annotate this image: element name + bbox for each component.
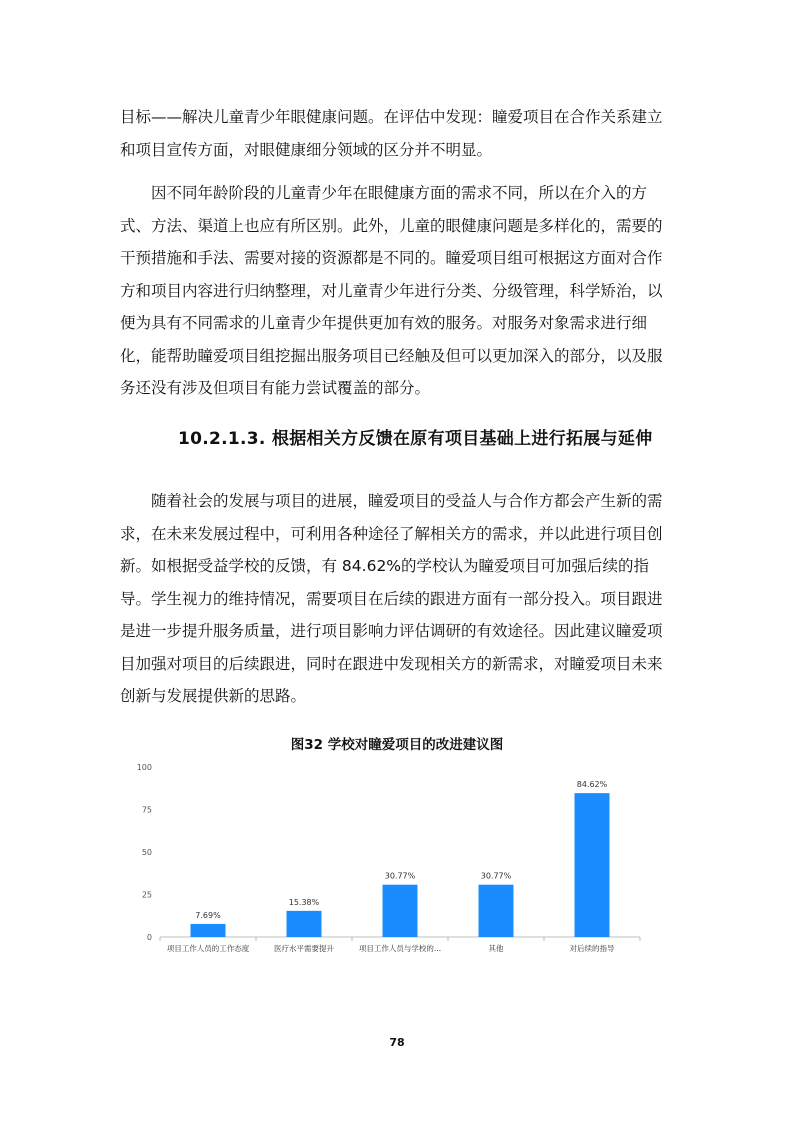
paragraph-1: 目标——解决儿童青少年眼健康问题。在评估中发现：瞳爱项目在合作关系建立和项目宣传方面，对眼健康细分领域的区分并不明显。 [120, 108, 663, 159]
data-label: 30.77% [384, 871, 416, 881]
category-label: 医疗水平需要提升 [274, 944, 334, 953]
bar [479, 885, 514, 937]
section-heading: 10.2.1.3. 根据相关方反馈在原有项目基础上进行拓展与延伸 [178, 429, 653, 449]
y-tick-label: 50 [141, 848, 152, 857]
category-label: 项目工作人员与学校的... [358, 944, 442, 953]
y-tick-label: 75 [141, 805, 152, 815]
category-label: 其他 [488, 944, 504, 953]
category-label: 对后续的指导 [569, 944, 615, 953]
figure-title: 图32 学校对瞳爱项目的改进建议图 [290, 737, 504, 753]
y-tick-label: 100 [136, 763, 152, 772]
paragraph-2: 因不同年龄阶段的儿童青少年在眼健康方面的需求不同，所以在介入的方式、方法、渠道上也应有所区别。此外，儿童的眼健康问题是多样化的，需要的干预措施和手法、需要对接的资源都是不同的。瞳爱项目组可根据这方面对合作方和项目内容进行归纳整理，对儿童青少年进行分类、分级管理，科学矫治，以便为具有不同需求的儿童青少年提供更加有效的服务。对服务对象需求进行细化，能帮助瞳爱项目组挖掘出服务项目已经触及但可以更加深入的部分，以及服务还没有涉及但项目有能力尝试覆盖的部分。 [120, 184, 663, 397]
data-label: 30.77% [480, 871, 512, 881]
category-label: 项目工作人员的工作态度 [166, 944, 250, 953]
bar-chart [130, 755, 650, 965]
data-label: 15.38% [288, 897, 320, 907]
paragraph-3: 随着社会的发展与项目的进展，瞳爱项目的受益人与合作方都会产生新的需求，在未来发展过程中，可利用各种途径了解相关方的需求，并以此进行项目创新。如根据受益学校的反馈，有 84.62%的学校认为瞳爱项目可加强后续的指导。学生视力的维持情况，需要项目在后续的跟进方面有一部分投入。项目跟进是进一步提升服务质量，进行项目影响力评估调研的有效途径。因此建议瞳爱项目加强对项目的后续跟进，同时在跟进中发现相关方的新需求，对瞳爱项目未来创新与发展提供新的思路。 [120, 492, 663, 705]
data-label: 84.62% [576, 780, 608, 790]
y-tick-label: 25 [141, 890, 152, 900]
bar [191, 924, 226, 937]
bar [575, 793, 610, 937]
bar [383, 885, 418, 937]
y-tick-label: 0 [146, 933, 152, 942]
page-number: 78 [389, 1036, 405, 1049]
data-label: 7.69% [195, 910, 221, 920]
bar [287, 911, 322, 937]
